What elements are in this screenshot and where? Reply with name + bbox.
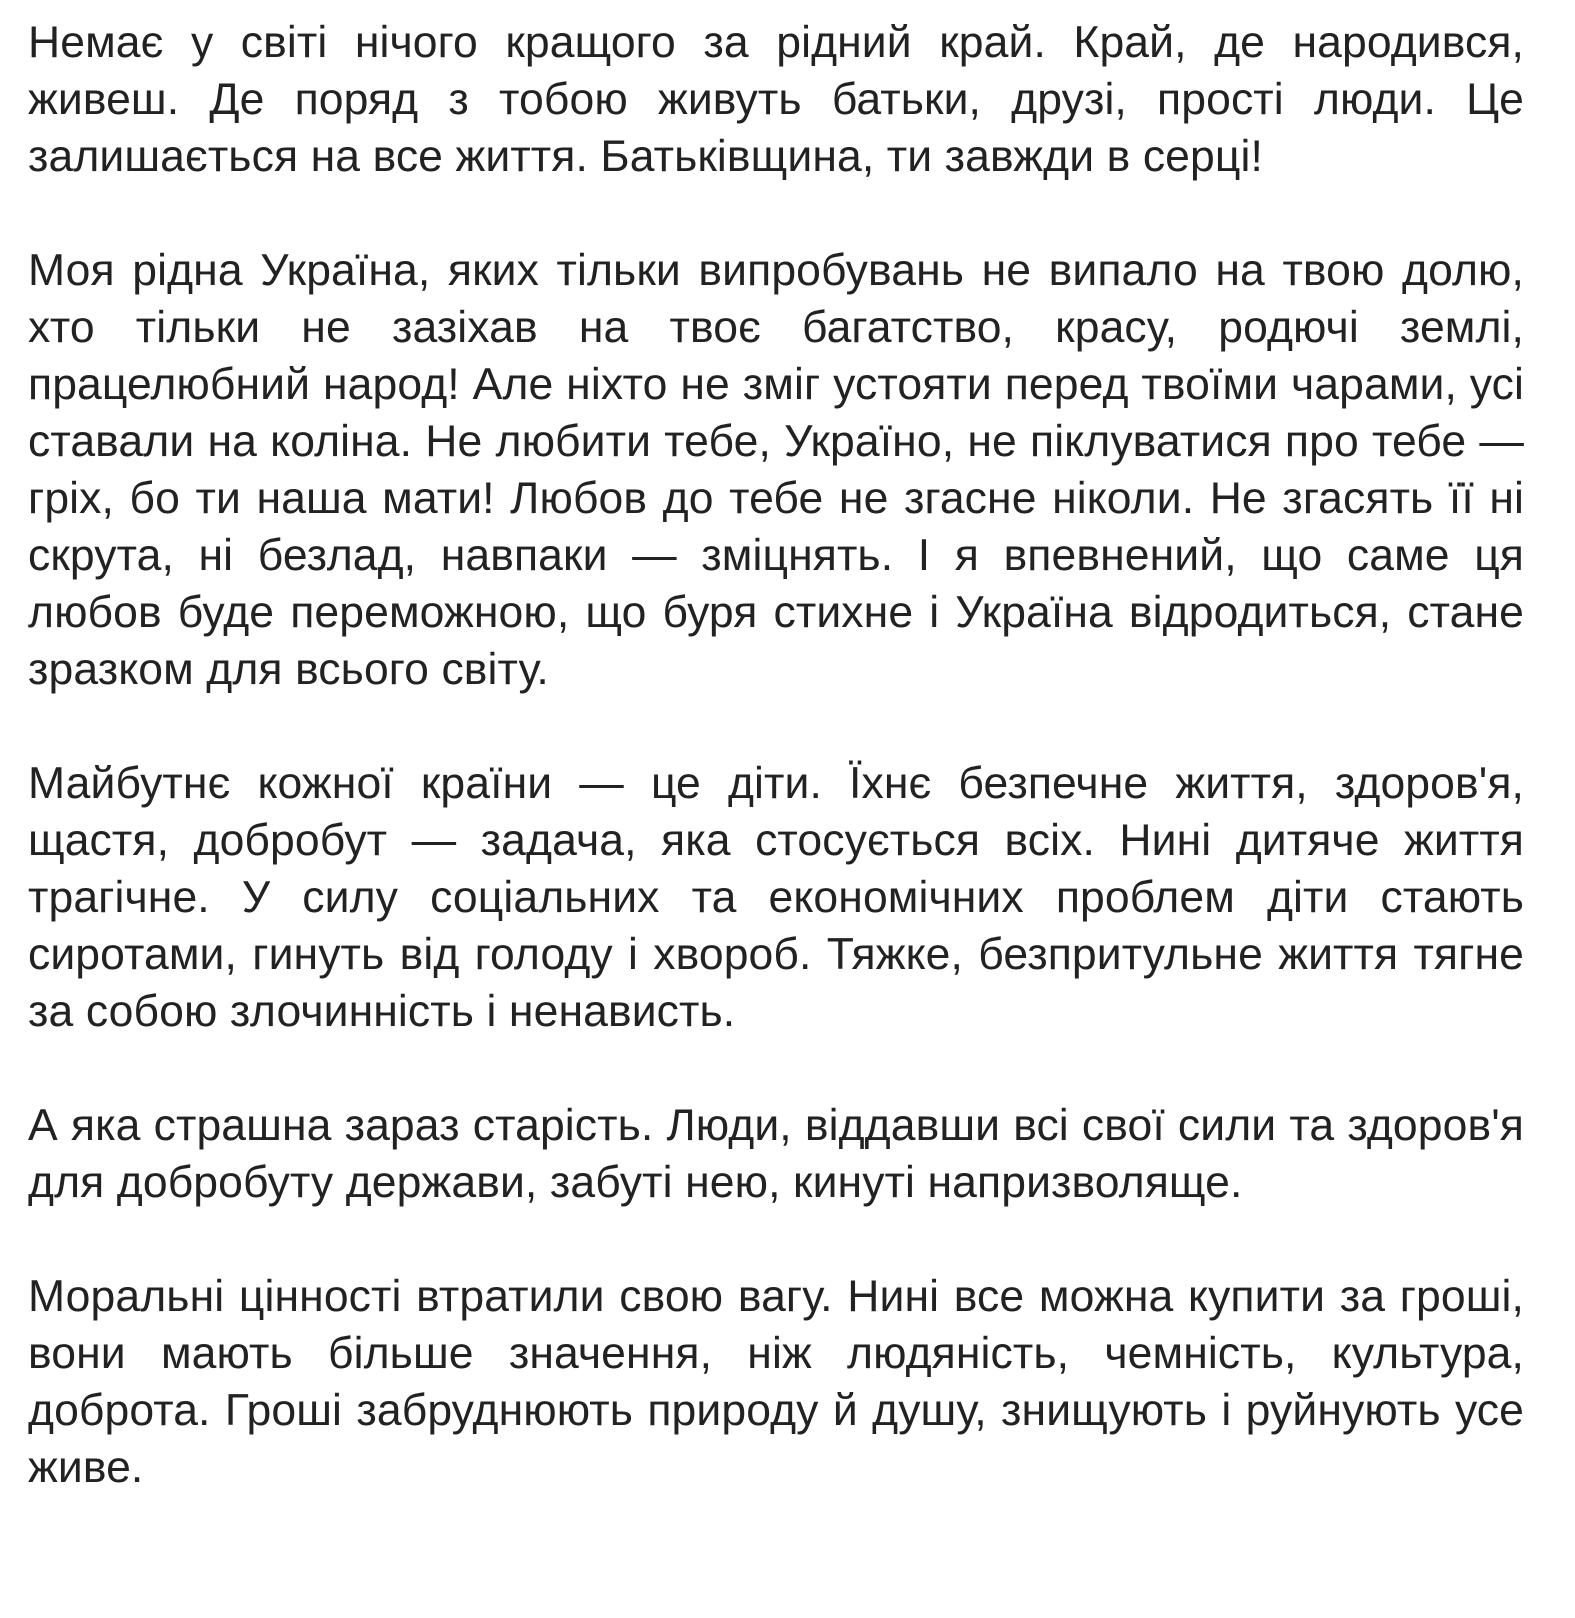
paragraph-homeland: Немає у світі нічого кращого за рідний край. Край, де народився, живеш. Де поряд з тобою живуть батьки, друзі, прості люди. Це залишається на все життя. Батьківщина, ти завжди в серці! bbox=[28, 18, 1524, 181]
paragraph-moral-values: Моральні цінності втратили свою вагу. Нині все можна купити за гроші, вони мають більше значення, ніж людяність, чемність, культура, доброта. Гроші забруднюють природу й душу, знищують і руйнують усе живе. bbox=[28, 1272, 1524, 1492]
paragraph-ukraine: Моя рідна Україна, яких тільки випробувань не випало на твою долю, хто тільки не зазіхав на твоє багатство, красу, родючі землі, працелюбний народ! Але ніхто не зміг устояти перед твоїми чарами, усі ставали на коліна. Не любити тебе, Україно, не піклуватися про тебе — гріх, бо ти наша мати! Любов до тебе не згасне ніколи. Не згасять її ні скрута, ні безлад, навпаки — зміцнять. І я впевнений, що саме ця любов буде переможною, що буря стихне і Україна відродиться, стане зразком для всього світу. bbox=[28, 246, 1524, 694]
paragraph-old-age: А яка страшна зараз старість. Люди, віддавши всі свої сили та здоров'я для добробуту держави, забуті нею, кинуті напризволяще. bbox=[28, 1101, 1524, 1207]
paragraph-children: Майбутнє кожної країни — це діти. Їхнє безпечне життя, здоров'я, щастя, добробут — задача, яка стосується всіх. Нині дитяче життя трагічне. У силу соціальних та економічних проблем діти стають сиротами, гинуть від голоду і хвороб. Тяжке, безпритульне життя тягне за собою злочинність і ненависть. bbox=[28, 759, 1524, 1036]
essay-text bbox=[28, 14, 1524, 1496]
